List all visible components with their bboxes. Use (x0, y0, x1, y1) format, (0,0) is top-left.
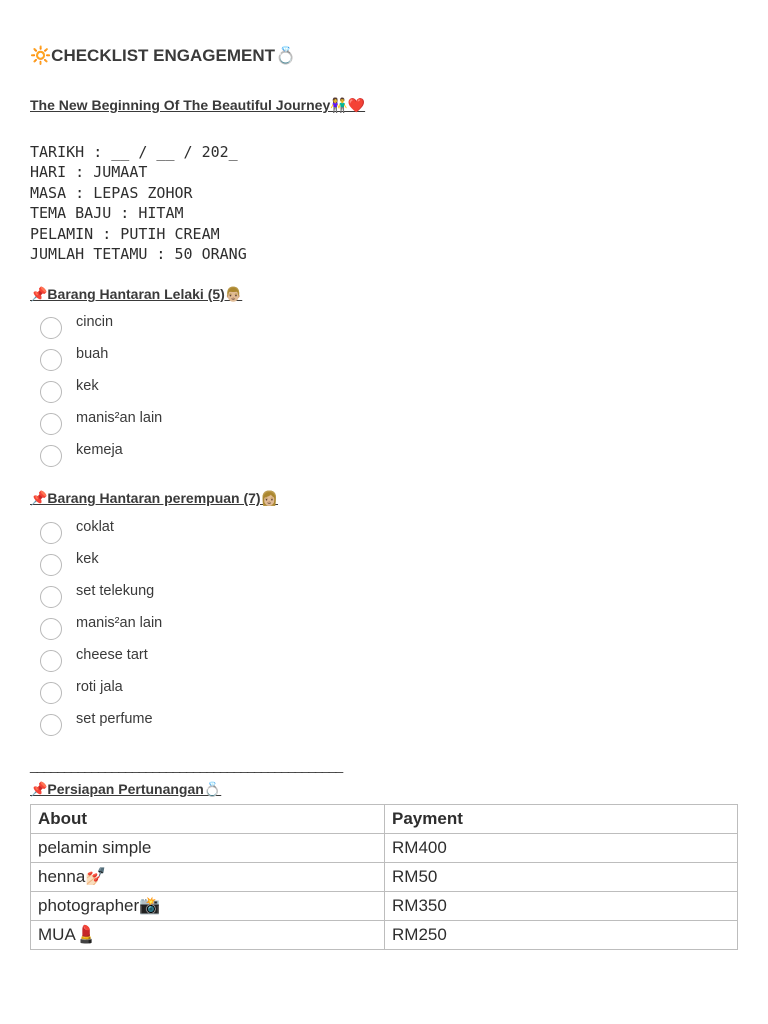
checklist-item (40, 550, 162, 582)
info-pelamin: PELAMIN : PUTIH CREAM (30, 224, 220, 243)
checklist-item (40, 710, 162, 742)
table-cell-payment: RM50 (385, 863, 738, 892)
table-row (31, 921, 738, 950)
table-row (31, 863, 738, 892)
checkbox-circle[interactable] (40, 618, 62, 640)
checklist-item (40, 313, 162, 345)
heading-persiapan: 📌Persiapan Pertunangan💍 (30, 781, 222, 797)
checklist-item (40, 678, 162, 710)
checklist-item-label: manis²an lain (76, 410, 163, 426)
checkbox-circle[interactable] (40, 381, 62, 403)
page-subtitle: The New Beginning Of The Beautiful Journey👫❤️ (30, 97, 366, 113)
table-cell-about: MUA💄 (31, 921, 385, 950)
checklist-item (40, 409, 162, 441)
checkbox-circle[interactable] (40, 349, 62, 371)
checklist-item (40, 614, 162, 646)
table-row (31, 834, 738, 863)
info-tema-baju: TEMA BAJU : HITAM (30, 204, 184, 223)
checkbox-circle[interactable] (40, 682, 62, 704)
info-tarikh: TARIKH : __ / __ / 202_ (30, 143, 238, 161)
table-header-about: About (31, 805, 385, 834)
checklist-item (40, 582, 162, 614)
checkbox-circle[interactable] (40, 445, 62, 467)
checklist-item (40, 441, 162, 473)
checklist-item-label: kek (76, 378, 99, 394)
checkbox-circle[interactable] (40, 714, 62, 736)
checklist-item (40, 345, 162, 377)
divider-line: ______________________________________________ (30, 757, 343, 773)
checklist-perempuan (40, 518, 162, 742)
checklist-item-label: coklat (76, 519, 114, 535)
checkbox-circle[interactable] (40, 317, 62, 339)
checklist-item (40, 377, 162, 409)
table-cell-about: photographer📸 (31, 892, 385, 921)
checklist-item-label: set telekung (76, 583, 155, 599)
checklist-item-label: buah (76, 346, 109, 362)
checkbox-circle[interactable] (40, 522, 62, 544)
table-cell-payment: RM350 (385, 892, 738, 921)
table-cell-payment: RM400 (385, 834, 738, 863)
event-info (30, 142, 247, 264)
checklist-item-label: kemeja (76, 442, 123, 458)
checklist-item-label: manis²an lain (76, 615, 163, 631)
info-masa: MASA : LEPAS ZOHOR (30, 183, 193, 202)
table-row (31, 892, 738, 921)
table-header-payment: Payment (385, 805, 738, 834)
checkbox-circle[interactable] (40, 413, 62, 435)
table-cell-about: pelamin simple (31, 834, 385, 863)
checkbox-circle[interactable] (40, 586, 62, 608)
heading-hantaran-perempuan: 📌Barang Hantaran perempuan (7)👩🏼 (30, 490, 279, 506)
heading-hantaran-lelaki: 📌Barang Hantaran Lelaki (5)👨🏼 (30, 286, 243, 302)
checklist-item-label: kek (76, 551, 99, 567)
checklist-item-label: cheese tart (76, 647, 148, 663)
persiapan-table (30, 804, 738, 950)
checklist-item-label: set perfume (76, 711, 153, 727)
checklist-item-label: cincin (76, 314, 114, 330)
info-jumlah-tetamu: JUMLAH TETAMU : 50 ORANG (30, 245, 247, 264)
checkbox-circle[interactable] (40, 554, 62, 576)
table-cell-payment: RM250 (385, 921, 738, 950)
checklist-lelaki (40, 313, 162, 473)
checklist-item (40, 518, 162, 550)
table-cell-about: henna💅🏻 (31, 863, 385, 892)
info-hari: HARI : JUMAAT (30, 163, 148, 182)
checklist-item-label: roti jala (76, 679, 123, 695)
table-header-row (31, 805, 738, 834)
checkbox-circle[interactable] (40, 650, 62, 672)
page-title: 🔆CHECKLIST ENGAGEMENT💍 (30, 46, 297, 65)
checklist-item (40, 646, 162, 678)
